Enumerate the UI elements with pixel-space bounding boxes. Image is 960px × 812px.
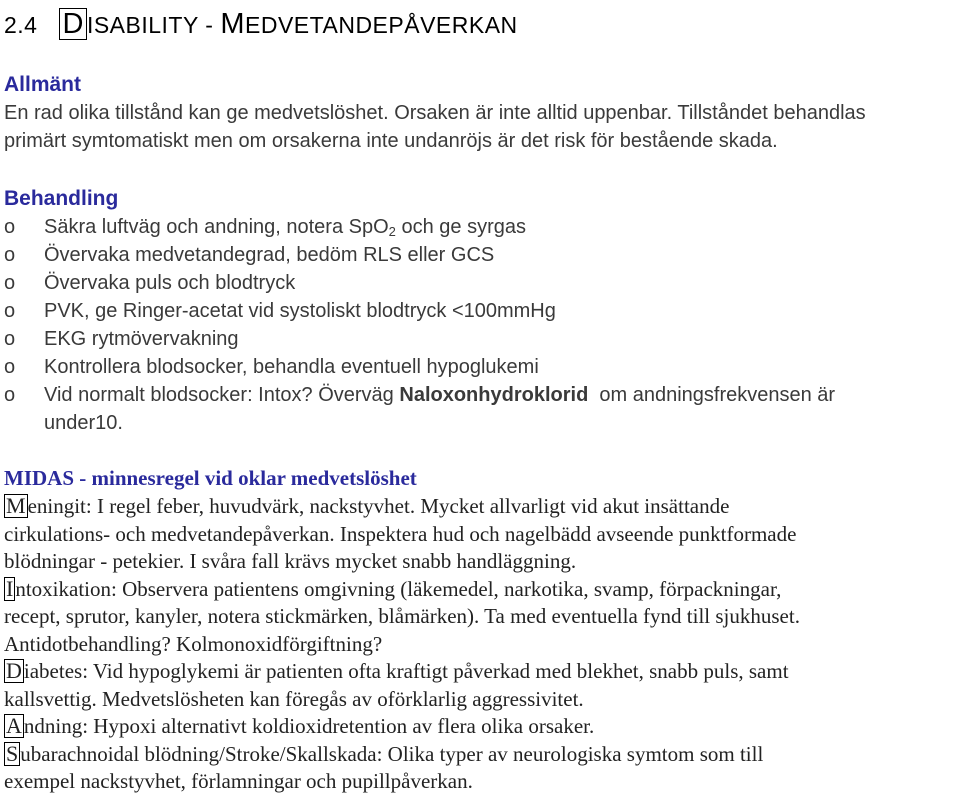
midas-line: exempel nackstyvhet, förlamningar och pupillpåverkan.	[4, 769, 473, 793]
midas-text: ntoxikation: Observera patientens omgivning (läkemedel, narkotika, svamp, förpackningar,	[15, 576, 782, 601]
bullet-icon: o	[4, 384, 16, 406]
boxed-initial-i: I	[6, 575, 14, 601]
allmant-paragraph	[4, 99, 960, 155]
boxed-initial-m: M	[6, 493, 26, 518]
midas-title: MIDAS - minnesregel vid oklar medvetslöshet	[4, 466, 417, 490]
midas-line	[4, 576, 960, 604]
item-text: och ge syrgas	[395, 216, 526, 238]
bullet-icon: o	[4, 300, 16, 322]
drug-name: Naloxonhydroklorid	[399, 384, 589, 406]
behandling-title: Behandling	[4, 187, 119, 210]
midas-line: Antidotbehandling? Kolmonoxidförgiftning?	[4, 631, 383, 656]
bullet-icon: o	[4, 272, 16, 294]
boxed-initial-d: D	[59, 8, 86, 40]
boxed-initial-a: A	[6, 713, 22, 738]
list-item	[4, 241, 960, 269]
allmant-section	[4, 70, 960, 155]
section-number: 2.4	[4, 12, 38, 38]
subscript: 2	[388, 224, 396, 239]
list-item	[4, 297, 960, 325]
item-text: Vid normalt blodsocker: Intox? Överväg	[44, 384, 400, 406]
bullet-icon: o	[4, 328, 16, 350]
item-text: om andningsfrekvensen är	[588, 384, 836, 406]
list-item	[4, 325, 960, 353]
midas-line: kallsvettig. Medvetslösheten kan föregås av oförklarlig aggressivitet.	[4, 686, 584, 711]
item-text: Säkra luftväg och andning, notera SpO	[44, 216, 389, 238]
list-item	[4, 353, 960, 381]
midas-text: ubarachnoidal blödning/Stroke/Skallskada: Olika typer av neurologiska symtom som till	[20, 741, 764, 766]
list-item	[4, 381, 960, 437]
midas-line: blödningar - petekier. I svåra fall krävs mycket snabb handläggning.	[4, 549, 577, 573]
behandling-section	[4, 184, 960, 437]
midas-line	[4, 713, 960, 741]
midas-section	[4, 464, 960, 796]
item-text: PVK, ge Ringer-acetat vid systoliskt blodtryck <100mmHg	[44, 300, 556, 322]
item-text: Kontrollera blodsocker, behandla eventuell hypoglukemi	[44, 356, 539, 378]
midas-body	[4, 493, 960, 796]
heading-initial-m: M	[220, 8, 246, 40]
list-item	[4, 213, 960, 241]
midas-text: eningit: I regel feber, huvudvärk, nackstyvhet. Mycket allvarligt vid akut insättande	[27, 494, 730, 518]
midas-text: ndning: Hypoxi alternativt koldioxidretention av flera olika orsaker.	[23, 714, 595, 738]
boxed-initial-s: S	[6, 740, 19, 766]
bullet-icon: o	[4, 356, 16, 378]
bullet-icon: o	[4, 216, 16, 238]
item-text: EKG rytmövervakning	[44, 328, 239, 350]
section-heading	[4, 4, 518, 45]
midas-line	[4, 658, 960, 686]
midas-line	[4, 741, 960, 769]
midas-line	[4, 493, 960, 521]
behandling-list	[4, 213, 960, 437]
allmant-line: En rad olika tillstånd kan ge medvetslöshet. Orsaken är inte alltid uppenbar. Tillståndet behandlas	[4, 102, 866, 124]
boxed-initial-d: D	[6, 658, 22, 683]
item-text: Övervaka puls och blodtryck	[44, 272, 296, 294]
allmant-line: primärt symtomatiskt men om orsakerna inte undanröjs är det risk för bestående skada.	[4, 130, 778, 152]
heading-text-2: EDVETANDEPÅVERKAN	[245, 12, 518, 38]
list-item	[4, 269, 960, 297]
heading-text-1: ISABILITY -	[86, 12, 221, 38]
midas-text: iabetes: Vid hypoglykemi är patienten ofta kraftigt påverkad med blekhet, snabb puls, samt	[23, 659, 789, 683]
bullet-icon: o	[4, 244, 16, 266]
allmant-title: Allmänt	[4, 73, 82, 96]
midas-line: recept, sprutor, kanyler, notera stickmärken, blåmärken). Ta med eventuella fynd till sjukhuset.	[4, 604, 800, 628]
item-text: Övervaka medvetandegrad, bedöm RLS eller GCS	[44, 244, 495, 266]
midas-line: cirkulations- och medvetandepåverkan. Inspektera hud och nagelbädd avseende punktformade	[4, 521, 797, 546]
item-text-continued: under10.	[44, 412, 123, 434]
